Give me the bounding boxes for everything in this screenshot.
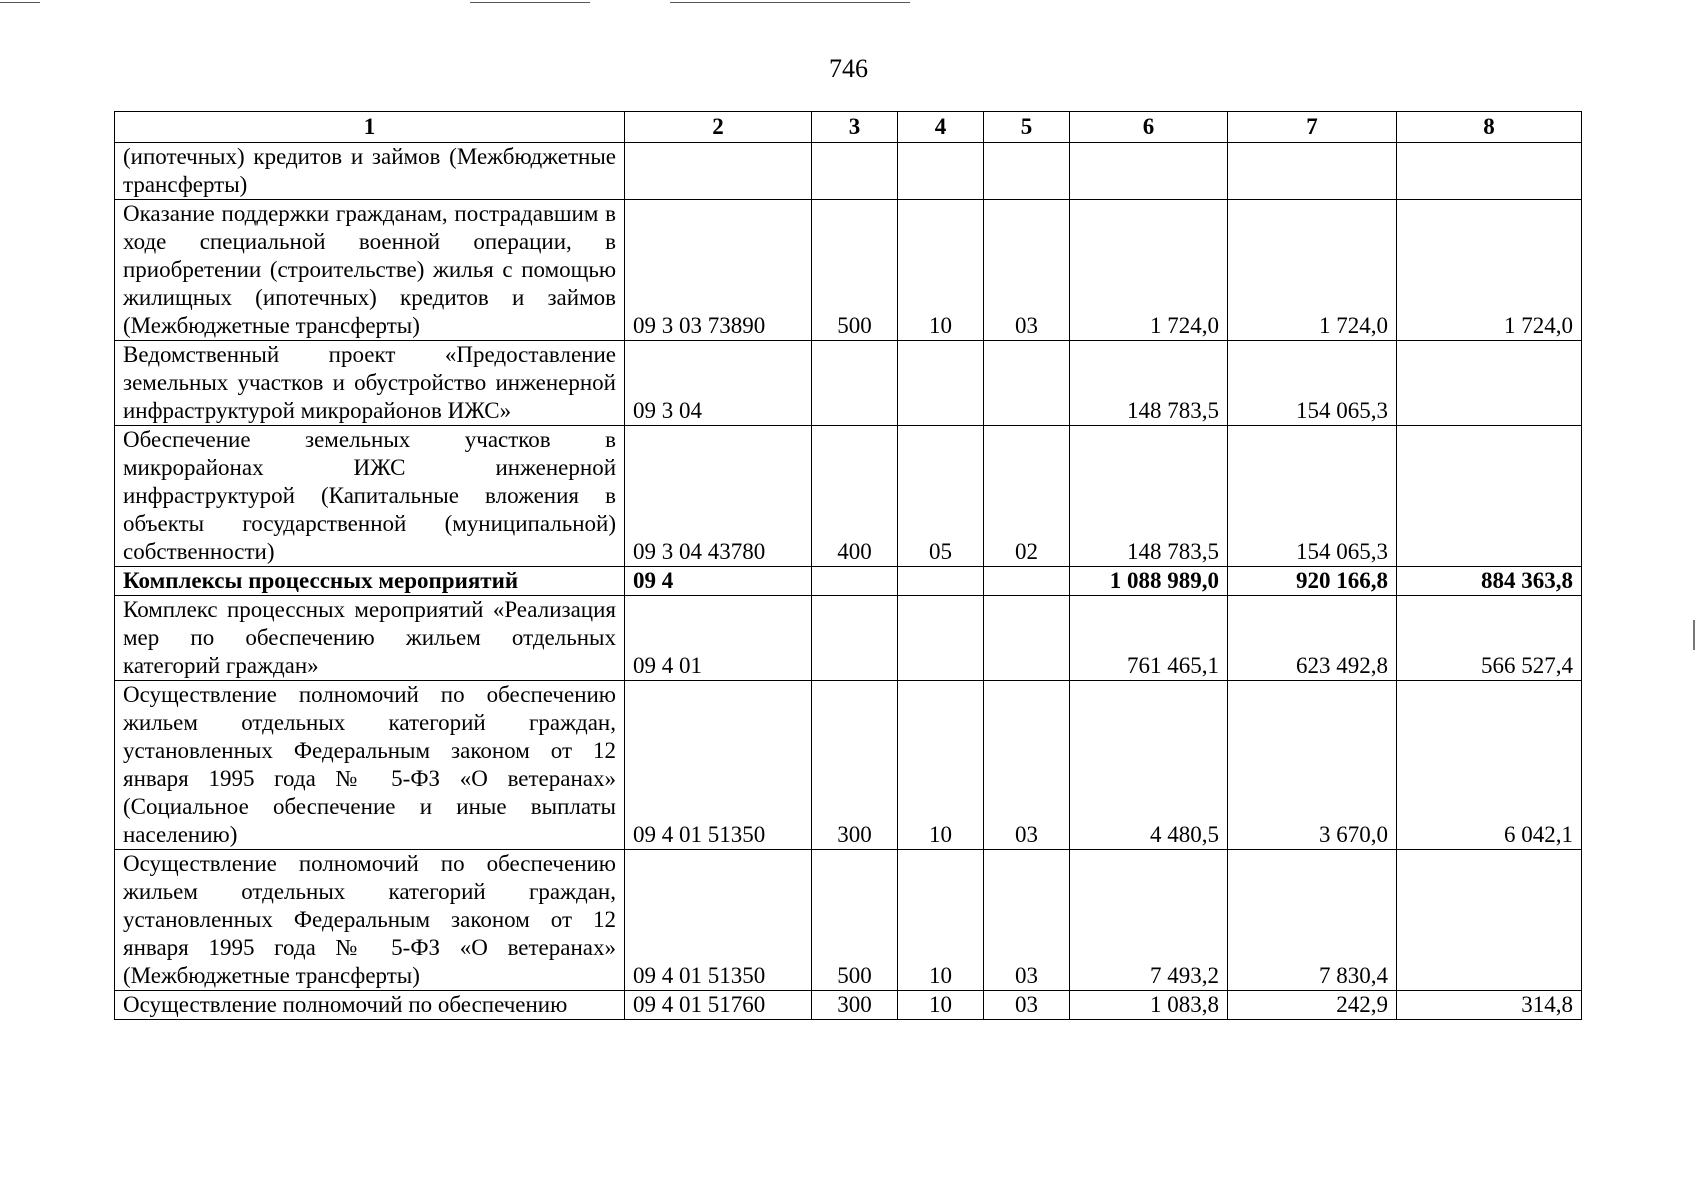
classification-code-cell: 09 4 01 51350	[625, 850, 812, 991]
classification-code-cell	[625, 143, 812, 200]
amount-col6-cell: 1 088 989,0	[1070, 567, 1228, 596]
section-cell	[898, 341, 984, 426]
row-name-cell: Ведомственный проект «Предоставление земельных участков и обустройство инженерной инфраструктурой микрорайонов ИЖС»	[115, 341, 625, 426]
table-row	[115, 991, 1582, 1020]
expense-type-cell: 300	[812, 991, 898, 1020]
table-row	[115, 850, 1582, 991]
expense-type-cell: 500	[812, 850, 898, 991]
classification-code-cell: 09 4 01 51760	[625, 991, 812, 1020]
row-name-cell: (ипотечных) кредитов и займов (Межбюджетные трансферты)	[115, 143, 625, 200]
table-row	[115, 567, 1582, 596]
table-row	[115, 596, 1582, 681]
amount-col8-cell: 566 527,4	[1397, 596, 1582, 681]
amount-col8-cell: 6 042,1	[1397, 681, 1582, 850]
amount-col7-cell: 7 830,4	[1228, 850, 1397, 991]
column-header: 2	[625, 112, 812, 143]
amount-col8-cell	[1397, 143, 1582, 200]
section-cell: 10	[898, 850, 984, 991]
amount-col6-cell: 148 783,5	[1070, 426, 1228, 567]
row-name-cell: Комплекс процессных мероприятий «Реализация мер по обеспечению жильем отдельных категорий граждан»	[115, 596, 625, 681]
scan-edge-mark	[1693, 620, 1695, 650]
amount-col6-cell: 7 493,2	[1070, 850, 1228, 991]
section-cell	[898, 596, 984, 681]
classification-code-cell: 09 3 03 73890	[625, 200, 812, 341]
page-number: 746	[829, 54, 868, 83]
subsection-cell: 03	[984, 991, 1070, 1020]
section-cell: 05	[898, 426, 984, 567]
expense-type-cell	[812, 567, 898, 596]
scan-top-line	[670, 2, 910, 3]
amount-col7-cell: 1 724,0	[1228, 200, 1397, 341]
section-cell	[898, 567, 984, 596]
amount-col6-cell: 1 083,8	[1070, 991, 1228, 1020]
column-header: 5	[984, 112, 1070, 143]
row-name-cell: Осуществление полномочий по обеспечению жильем отдельных категорий граждан, установленных Федеральным законом от 12 января 1995 года № 5-ФЗ «О ветеранах» (Социальное обеспечение и иные выплаты населению)	[115, 681, 625, 850]
table-header-row	[115, 112, 1582, 143]
table-row	[115, 426, 1582, 567]
row-name-cell: Обеспечение земельных участков в микрорайонах ИЖС инженерной инфраструктурой (Капитальные вложения в объекты государственной (муниципальной) собственности)	[115, 426, 625, 567]
row-name-cell: Комплексы процессных мероприятий	[115, 567, 625, 596]
table-row	[115, 681, 1582, 850]
expense-type-cell: 300	[812, 681, 898, 850]
subsection-cell: 03	[984, 850, 1070, 991]
expense-type-cell: 400	[812, 426, 898, 567]
column-header: 4	[898, 112, 984, 143]
amount-col6-cell: 761 465,1	[1070, 596, 1228, 681]
column-header: 7	[1228, 112, 1397, 143]
subsection-cell	[984, 143, 1070, 200]
expense-type-cell	[812, 596, 898, 681]
classification-code-cell: 09 3 04	[625, 341, 812, 426]
amount-col8-cell	[1397, 850, 1582, 991]
subsection-cell: 03	[984, 681, 1070, 850]
expense-type-cell	[812, 143, 898, 200]
table-row	[115, 143, 1582, 200]
scan-top-line	[470, 2, 590, 3]
section-cell: 10	[898, 200, 984, 341]
amount-col7-cell	[1228, 143, 1397, 200]
section-cell: 10	[898, 681, 984, 850]
section-cell	[898, 143, 984, 200]
expense-type-cell	[812, 341, 898, 426]
amount-col7-cell: 920 166,8	[1228, 567, 1397, 596]
amount-col6-cell: 148 783,5	[1070, 341, 1228, 426]
column-header: 1	[115, 112, 625, 143]
column-header: 3	[812, 112, 898, 143]
row-name-cell: Осуществление полномочий по обеспечению жильем отдельных категорий граждан, установленных Федеральным законом от 12 января 1995 года № 5-ФЗ «О ветеранах» (Межбюджетные трансферты)	[115, 850, 625, 991]
amount-col8-cell: 1 724,0	[1397, 200, 1582, 341]
amount-col6-cell: 1 724,0	[1070, 200, 1228, 341]
subsection-cell	[984, 341, 1070, 426]
amount-col6-cell	[1070, 143, 1228, 200]
subsection-cell: 02	[984, 426, 1070, 567]
table-row	[115, 341, 1582, 426]
section-cell: 10	[898, 991, 984, 1020]
amount-col7-cell: 154 065,3	[1228, 341, 1397, 426]
column-header: 6	[1070, 112, 1228, 143]
subsection-cell: 03	[984, 200, 1070, 341]
classification-code-cell: 09 4 01 51350	[625, 681, 812, 850]
subsection-cell	[984, 567, 1070, 596]
budget-table	[114, 111, 1582, 1020]
amount-col8-cell	[1397, 341, 1582, 426]
classification-code-cell: 09 4	[625, 567, 812, 596]
amount-col8-cell	[1397, 426, 1582, 567]
table-row	[115, 200, 1582, 341]
row-name-cell: Оказание поддержки гражданам, пострадавшим в ходе специальной военной операции, в приобретении (строительстве) жилья с помощью жилищных (ипотечных) кредитов и займов (Межбюджетные трансферты)	[115, 200, 625, 341]
amount-col7-cell: 242,9	[1228, 991, 1397, 1020]
classification-code-cell: 09 3 04 43780	[625, 426, 812, 567]
amount-col8-cell: 314,8	[1397, 991, 1582, 1020]
classification-code-cell: 09 4 01	[625, 596, 812, 681]
amount-col7-cell: 154 065,3	[1228, 426, 1397, 567]
amount-col7-cell: 3 670,0	[1228, 681, 1397, 850]
subsection-cell	[984, 596, 1070, 681]
column-header: 8	[1397, 112, 1582, 143]
row-name-cell: Осуществление полномочий по обеспечению	[115, 991, 625, 1020]
scan-top-line	[0, 2, 40, 3]
amount-col8-cell: 884 363,8	[1397, 567, 1582, 596]
expense-type-cell: 500	[812, 200, 898, 341]
amount-col7-cell: 623 492,8	[1228, 596, 1397, 681]
amount-col6-cell: 4 480,5	[1070, 681, 1228, 850]
